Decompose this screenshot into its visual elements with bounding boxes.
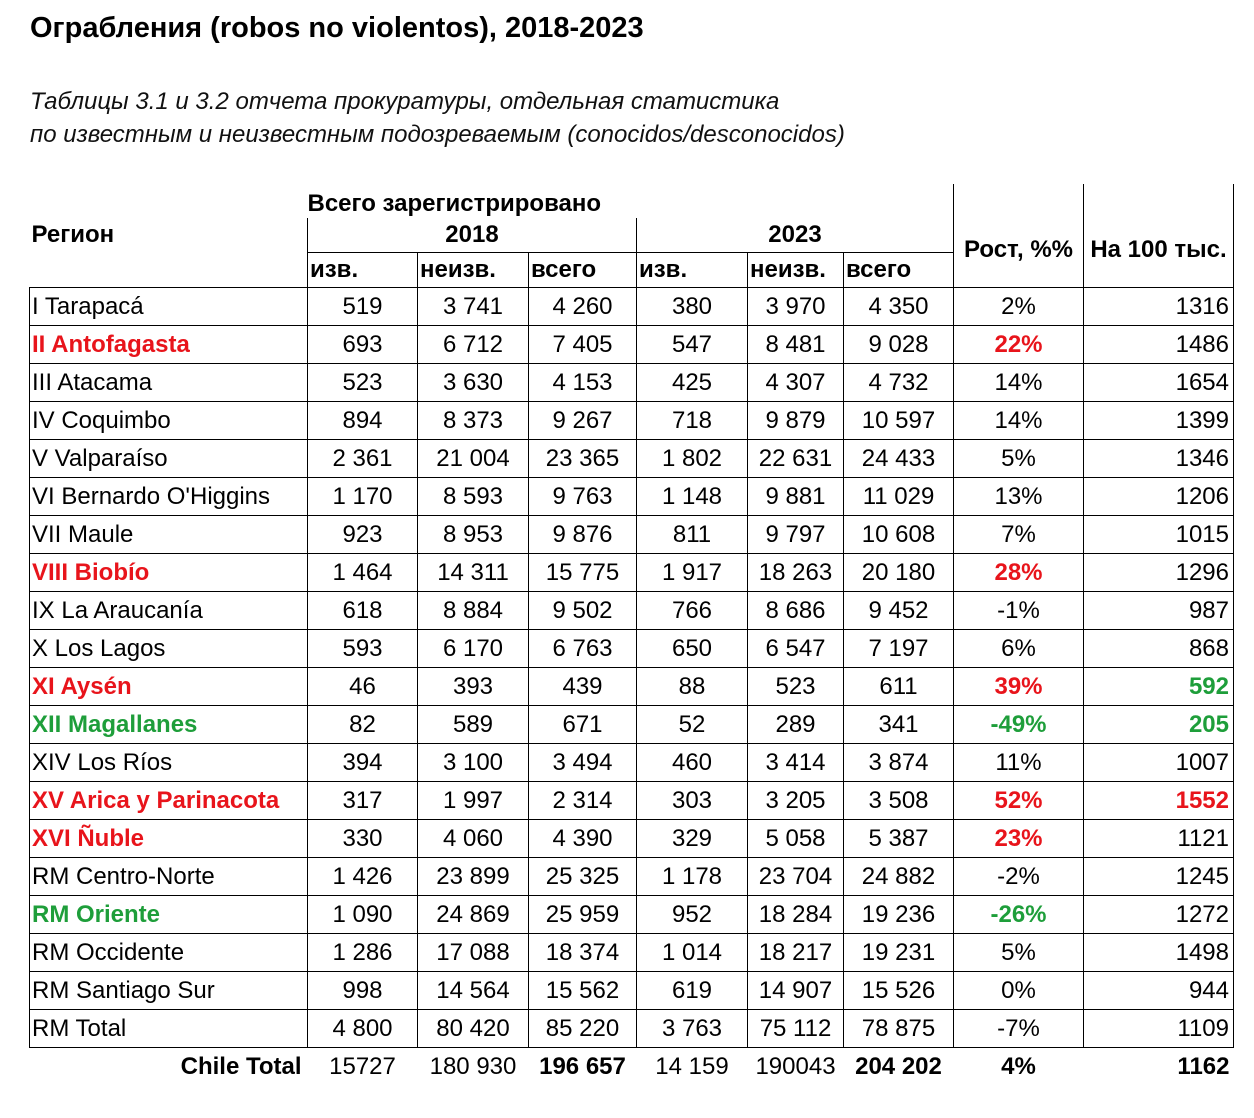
region-cell: RM Oriente xyxy=(30,896,308,934)
total-2018-cell: 25 959 xyxy=(529,896,637,934)
growth-cell: 2% xyxy=(954,288,1084,326)
unknown-2018-cell: 8 953 xyxy=(418,516,529,554)
per-100k-cell: 1316 xyxy=(1084,288,1234,326)
unknown-2023-cell: 6 547 xyxy=(748,630,844,668)
growth-cell: 23% xyxy=(954,820,1084,858)
table-row xyxy=(30,478,1234,516)
table-row xyxy=(30,934,1234,972)
unknown-2023-cell: 23 704 xyxy=(748,858,844,896)
unknown-2023-cell: 9 797 xyxy=(748,516,844,554)
known-2023-cell: 718 xyxy=(637,402,748,440)
total-2018-cell: 671 xyxy=(529,706,637,744)
growth-cell: -49% xyxy=(954,706,1084,744)
known-2023-cell: 460 xyxy=(637,744,748,782)
unknown-2018-cell: 21 004 xyxy=(418,440,529,478)
total-2018-cell: 85 220 xyxy=(529,1010,637,1048)
per-100k-cell: 1245 xyxy=(1084,858,1234,896)
known-2023-cell: 650 xyxy=(637,630,748,668)
total-all-2018: 196 657 xyxy=(539,1053,626,1080)
subtitle-line-2: по известным и неизвестным подозреваемым (conocidos/desconocidos) xyxy=(30,121,845,148)
total-2018-cell: 439 xyxy=(529,668,637,706)
per-100k-cell: 1007 xyxy=(1084,744,1234,782)
unknown-2018-cell: 8 373 xyxy=(418,402,529,440)
unknown-2023-cell: 14 907 xyxy=(748,972,844,1010)
known-2018-cell: 330 xyxy=(308,820,418,858)
total-2023-cell: 611 xyxy=(844,668,954,706)
total-2018-cell: 25 325 xyxy=(529,858,637,896)
total-2023-cell: 15 526 xyxy=(844,972,954,1010)
per-100k-cell: 1399 xyxy=(1084,402,1234,440)
unknown-2018-cell: 1 997 xyxy=(418,782,529,820)
per-100k-cell: 1206 xyxy=(1084,478,1234,516)
unknown-2018-cell: 3 100 xyxy=(418,744,529,782)
per-100k-cell: 868 xyxy=(1084,630,1234,668)
table-row xyxy=(30,782,1234,820)
per-100k-cell: 592 xyxy=(1084,668,1234,706)
per-100k-cell: 944 xyxy=(1084,972,1234,1010)
total-unknown-2023: 190043 xyxy=(755,1053,836,1080)
table-row xyxy=(30,1010,1234,1048)
total-2023-cell: 3 508 xyxy=(844,782,954,820)
per-100k-cell: 1272 xyxy=(1084,896,1234,934)
region-cell: V Valparaíso xyxy=(30,440,308,478)
unknown-2023-cell: 18 284 xyxy=(748,896,844,934)
unknown-2018-cell: 14 311 xyxy=(418,554,529,592)
total-per-100k: 1162 xyxy=(1177,1053,1230,1080)
known-2023-cell: 1 917 xyxy=(637,554,748,592)
growth-cell: 13% xyxy=(954,478,1084,516)
growth-cell: 14% xyxy=(954,402,1084,440)
known-2023-cell: 380 xyxy=(637,288,748,326)
total-2023-cell: 20 180 xyxy=(844,554,954,592)
total-2018-cell: 23 365 xyxy=(529,440,637,478)
table-row xyxy=(30,516,1234,554)
growth-cell: 28% xyxy=(954,554,1084,592)
total-known-2023: 14 159 xyxy=(655,1053,729,1080)
known-2023-cell: 329 xyxy=(637,820,748,858)
total-2018-cell: 4 260 xyxy=(529,288,637,326)
per-100k-cell: 1296 xyxy=(1084,554,1234,592)
table-row xyxy=(30,668,1234,706)
region-cell: III Atacama xyxy=(30,364,308,402)
total-label: Chile Total xyxy=(180,1053,302,1080)
known-2023-cell: 1 178 xyxy=(637,858,748,896)
known-2018-cell: 2 361 xyxy=(308,440,418,478)
table-row xyxy=(30,288,1234,326)
unknown-2018-cell: 3 741 xyxy=(418,288,529,326)
total-2023-cell: 10 597 xyxy=(844,402,954,440)
known-2023-cell: 547 xyxy=(637,326,748,364)
known-2018-cell: 618 xyxy=(308,592,418,630)
unknown-2018-cell: 80 420 xyxy=(418,1010,529,1048)
growth-cell: 11% xyxy=(954,744,1084,782)
total-2018-cell: 9 267 xyxy=(529,402,637,440)
known-2023-cell: 88 xyxy=(637,668,748,706)
header-per-100k: На 100 тыс. xyxy=(1084,184,1234,288)
growth-cell: 5% xyxy=(954,440,1084,478)
total-2018-cell: 4 153 xyxy=(529,364,637,402)
known-2023-cell: 811 xyxy=(637,516,748,554)
robbery-table xyxy=(29,184,1234,1086)
header-total-2018: всего xyxy=(529,253,637,288)
known-2018-cell: 1 170 xyxy=(308,478,418,516)
known-2018-cell: 923 xyxy=(308,516,418,554)
unknown-2023-cell: 5 058 xyxy=(748,820,844,858)
unknown-2023-cell: 8 686 xyxy=(748,592,844,630)
known-2018-cell: 1 286 xyxy=(308,934,418,972)
region-cell: XVI Ñuble xyxy=(30,820,308,858)
unknown-2023-cell: 289 xyxy=(748,706,844,744)
subtitle-line-1: Таблицы 3.1 и 3.2 отчета прокуратуры, отдельная статистика xyxy=(30,88,780,115)
header-region: Регион xyxy=(31,221,115,248)
unknown-2023-cell: 3 970 xyxy=(748,288,844,326)
header-unknown-2023: неизв. xyxy=(748,253,844,288)
region-cell: IX La Araucanía xyxy=(30,592,308,630)
known-2018-cell: 998 xyxy=(308,972,418,1010)
known-2018-cell: 593 xyxy=(308,630,418,668)
unknown-2018-cell: 17 088 xyxy=(418,934,529,972)
total-2023-cell: 5 387 xyxy=(844,820,954,858)
known-2023-cell: 619 xyxy=(637,972,748,1010)
unknown-2018-cell: 8 884 xyxy=(418,592,529,630)
table-row xyxy=(30,402,1234,440)
unknown-2018-cell: 393 xyxy=(418,668,529,706)
total-2023-cell: 9 028 xyxy=(844,326,954,364)
region-cell: RM Total xyxy=(30,1010,308,1048)
total-2018-cell: 9 876 xyxy=(529,516,637,554)
known-2018-cell: 519 xyxy=(308,288,418,326)
known-2023-cell: 425 xyxy=(637,364,748,402)
region-cell: IV Coquimbo xyxy=(30,402,308,440)
total-2018-cell: 9 502 xyxy=(529,592,637,630)
known-2023-cell: 1 802 xyxy=(637,440,748,478)
header-known-2018: изв. xyxy=(308,253,418,288)
region-cell: X Los Lagos xyxy=(30,630,308,668)
table-row xyxy=(30,592,1234,630)
known-2018-cell: 1 426 xyxy=(308,858,418,896)
known-2018-cell: 82 xyxy=(308,706,418,744)
unknown-2018-cell: 3 630 xyxy=(418,364,529,402)
known-2018-cell: 894 xyxy=(308,402,418,440)
total-2023-cell: 7 197 xyxy=(844,630,954,668)
total-2018-cell: 15 562 xyxy=(529,972,637,1010)
header-growth: Рост, %% xyxy=(954,184,1084,288)
region-cell: RM Santiago Sur xyxy=(30,972,308,1010)
region-cell: RM Occidente xyxy=(30,934,308,972)
header-year-2018: 2018 xyxy=(308,218,637,253)
table-row xyxy=(30,326,1234,364)
table-row xyxy=(30,364,1234,402)
known-2023-cell: 303 xyxy=(637,782,748,820)
unknown-2018-cell: 6 712 xyxy=(418,326,529,364)
known-2018-cell: 523 xyxy=(308,364,418,402)
total-row xyxy=(30,1048,1234,1087)
table-row xyxy=(30,858,1234,896)
known-2018-cell: 4 800 xyxy=(308,1010,418,1048)
table-body xyxy=(30,288,1234,1048)
per-100k-cell: 1654 xyxy=(1084,364,1234,402)
unknown-2018-cell: 4 060 xyxy=(418,820,529,858)
known-2023-cell: 766 xyxy=(637,592,748,630)
total-2018-cell: 15 775 xyxy=(529,554,637,592)
growth-cell: 39% xyxy=(954,668,1084,706)
table-row xyxy=(30,820,1234,858)
unknown-2023-cell: 8 481 xyxy=(748,326,844,364)
growth-cell: 5% xyxy=(954,934,1084,972)
unknown-2023-cell: 22 631 xyxy=(748,440,844,478)
per-100k-cell: 205 xyxy=(1084,706,1234,744)
unknown-2023-cell: 3 205 xyxy=(748,782,844,820)
unknown-2023-cell: 3 414 xyxy=(748,744,844,782)
total-2018-cell: 6 763 xyxy=(529,630,637,668)
per-100k-cell: 1346 xyxy=(1084,440,1234,478)
known-2023-cell: 1 014 xyxy=(637,934,748,972)
per-100k-cell: 1486 xyxy=(1084,326,1234,364)
unknown-2018-cell: 24 869 xyxy=(418,896,529,934)
unknown-2023-cell: 9 879 xyxy=(748,402,844,440)
header-unknown-2018: неизв. xyxy=(418,253,529,288)
region-cell: I Tarapacá xyxy=(30,288,308,326)
total-2023-cell: 9 452 xyxy=(844,592,954,630)
per-100k-cell: 1015 xyxy=(1084,516,1234,554)
unknown-2018-cell: 6 170 xyxy=(418,630,529,668)
total-2023-cell: 4 350 xyxy=(844,288,954,326)
region-cell: VII Maule xyxy=(30,516,308,554)
unknown-2018-cell: 14 564 xyxy=(418,972,529,1010)
per-100k-cell: 1121 xyxy=(1084,820,1234,858)
region-cell: XV Arica y Parinacota xyxy=(30,782,308,820)
growth-cell: -7% xyxy=(954,1010,1084,1048)
total-2018-cell: 3 494 xyxy=(529,744,637,782)
region-cell: VI Bernardo O'Higgins xyxy=(30,478,308,516)
total-2018-cell: 9 763 xyxy=(529,478,637,516)
total-2023-cell: 11 029 xyxy=(844,478,954,516)
growth-cell: -26% xyxy=(954,896,1084,934)
total-2023-cell: 4 732 xyxy=(844,364,954,402)
growth-cell: 7% xyxy=(954,516,1084,554)
region-cell: XIV Los Ríos xyxy=(30,744,308,782)
region-cell: RM Centro-Norte xyxy=(30,858,308,896)
per-100k-cell: 1109 xyxy=(1084,1010,1234,1048)
table-row xyxy=(30,554,1234,592)
unknown-2023-cell: 4 307 xyxy=(748,364,844,402)
known-2023-cell: 3 763 xyxy=(637,1010,748,1048)
growth-cell: 14% xyxy=(954,364,1084,402)
unknown-2018-cell: 23 899 xyxy=(418,858,529,896)
total-known-2018: 15727 xyxy=(329,1053,396,1080)
total-2018-cell: 7 405 xyxy=(529,326,637,364)
unknown-2018-cell: 8 593 xyxy=(418,478,529,516)
total-2023-cell: 3 874 xyxy=(844,744,954,782)
header-total-registered: Всего зарегистрировано xyxy=(307,190,602,217)
per-100k-cell: 1498 xyxy=(1084,934,1234,972)
page-title: Ограбления (robos no violentos), 2018-2023 xyxy=(30,12,644,44)
total-2018-cell: 2 314 xyxy=(529,782,637,820)
header-known-2023: изв. xyxy=(637,253,748,288)
growth-cell: 52% xyxy=(954,782,1084,820)
unknown-2023-cell: 523 xyxy=(748,668,844,706)
known-2018-cell: 394 xyxy=(308,744,418,782)
table-row xyxy=(30,630,1234,668)
region-cell: II Antofagasta xyxy=(30,326,308,364)
header-year-2023: 2023 xyxy=(637,218,954,253)
known-2018-cell: 1 464 xyxy=(308,554,418,592)
total-2023-cell: 10 608 xyxy=(844,516,954,554)
total-2023-cell: 341 xyxy=(844,706,954,744)
known-2023-cell: 52 xyxy=(637,706,748,744)
total-2023-cell: 19 231 xyxy=(844,934,954,972)
growth-cell: -1% xyxy=(954,592,1084,630)
growth-cell: 0% xyxy=(954,972,1084,1010)
total-all-2023: 204 202 xyxy=(855,1053,942,1080)
growth-cell: 22% xyxy=(954,326,1084,364)
known-2018-cell: 1 090 xyxy=(308,896,418,934)
total-unknown-2018: 180 930 xyxy=(429,1053,517,1080)
table-row xyxy=(30,744,1234,782)
known-2023-cell: 1 148 xyxy=(637,478,748,516)
total-2023-cell: 24 882 xyxy=(844,858,954,896)
total-2023-cell: 24 433 xyxy=(844,440,954,478)
table-row xyxy=(30,440,1234,478)
known-2018-cell: 317 xyxy=(308,782,418,820)
total-growth: 4% xyxy=(1001,1053,1036,1080)
region-cell: XI Aysén xyxy=(30,668,308,706)
total-2018-cell: 4 390 xyxy=(529,820,637,858)
unknown-2023-cell: 9 881 xyxy=(748,478,844,516)
unknown-2023-cell: 18 217 xyxy=(748,934,844,972)
region-cell: XII Magallanes xyxy=(30,706,308,744)
total-2023-cell: 78 875 xyxy=(844,1010,954,1048)
region-cell: VIII Biobío xyxy=(30,554,308,592)
per-100k-cell: 1552 xyxy=(1084,782,1234,820)
total-2018-cell: 18 374 xyxy=(529,934,637,972)
table-row xyxy=(30,972,1234,1010)
known-2023-cell: 952 xyxy=(637,896,748,934)
known-2018-cell: 46 xyxy=(308,668,418,706)
total-2023-cell: 19 236 xyxy=(844,896,954,934)
table-row xyxy=(30,896,1234,934)
per-100k-cell: 987 xyxy=(1084,592,1234,630)
growth-cell: 6% xyxy=(954,630,1084,668)
unknown-2023-cell: 75 112 xyxy=(748,1010,844,1048)
table-row xyxy=(30,706,1234,744)
header-total-2023: всего xyxy=(844,253,954,288)
growth-cell: -2% xyxy=(954,858,1084,896)
unknown-2023-cell: 18 263 xyxy=(748,554,844,592)
unknown-2018-cell: 589 xyxy=(418,706,529,744)
known-2018-cell: 693 xyxy=(308,326,418,364)
